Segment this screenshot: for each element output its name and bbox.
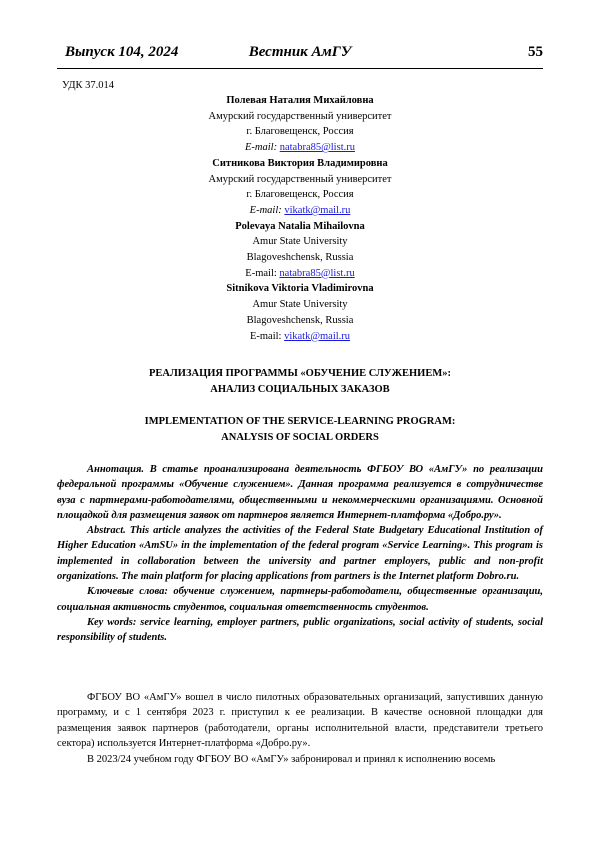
title-line: АНАЛИЗ СОЦИАЛЬНЫХ ЗАКАЗОВ	[210, 383, 390, 395]
journal-title: Вестник АмГУ	[248, 44, 352, 60]
article-title-ru	[57, 366, 543, 397]
author-city: г. Благовещенск, Россия	[246, 189, 354, 201]
author-name: Sitnikova Viktoria Vladimirovna	[226, 283, 374, 295]
abstract-ru: Аннотация. В статье проанализирована деятельность ФГБОУ ВО «АмГУ» по реализации федеральной программы «Обучение служением». Данная программа реализуется в сотрудничестве вуза с партнерами-работодателями, общественными и некоммерческими организациями. Основной площадкой для размещения заявок от партнеров является Интернет-платформа «Добро.ру».	[57, 464, 543, 521]
title-line: ANALYSIS OF SOCIAL ORDERS	[221, 431, 379, 443]
running-header	[57, 44, 543, 66]
email-label: E-mail	[249, 330, 279, 342]
author-city: Blagoveshchensk, Russia	[246, 314, 354, 326]
author-name: Polevaya Natalia Mihailovna	[235, 220, 365, 232]
keywords-ru: Ключевые слова: обучение служением, партнеры-работодатели, общественные организации, социальная активность студентов, социальная ответственность студентов.	[57, 586, 543, 613]
abstract-block	[57, 462, 543, 646]
body-paragraph: ФГБОУ ВО «АмГУ» вошел в число пилотных образовательных организаций, запустивших данную программу, и с 1 сентября 2023 г. приступил к ее реализации. В качестве основной площадки для размещения заявок партнеров (работодатели, органы исполнительной власти, представители третьего сектора) используется Интернет-платформа «Добро.ру».	[57, 692, 543, 750]
article-title-en	[57, 414, 543, 445]
email-link[interactable]: natabra85@list.ru	[279, 267, 355, 279]
title-line: РЕАЛИЗАЦИЯ ПРОГРАММЫ «ОБУЧЕНИЕ СЛУЖЕНИЕМ»:	[148, 368, 452, 379]
author-email-line: E-mail: vikatk@mail.ru	[249, 330, 351, 342]
author-affiliation: Амурский государственный университет	[208, 110, 392, 122]
email-label: E-mail	[245, 267, 274, 279]
udc-code: УДК 37.014	[62, 80, 115, 91]
author-name: Ситникова Виктория Владимировна	[212, 157, 388, 169]
author-name: Полевая Наталия Михайловна	[226, 95, 374, 106]
author-email-line: E-mail: vikatk@mail.ru	[249, 204, 351, 216]
author-affiliation: Amur State University	[252, 299, 348, 311]
title-line: IMPLEMENTATION OF THE SERVICE-LEARNING PROGRAM:	[144, 416, 456, 427]
author-city: г. Благовещенск, Россия	[246, 126, 354, 138]
keywords-en: Key words: service learning, employer partners, public organizations, social activity of students, social responsibility of students.	[57, 616, 543, 644]
abstract-en: Abstract. This article analyzes the activities of the Federal State Budgetary Educational Institution of Higher Education «AmSU» in the implementation of the federal program «Service Learning». This program is implemented in collaboration between the university and partner employers, public and non-profit organizations. The main platform for placing applications from partners is the Internet platform Dobro.ru.	[57, 525, 543, 583]
email-label: E-mail	[245, 142, 274, 154]
email-link[interactable]: vikatk@mail.ru	[284, 330, 351, 342]
header-rule	[57, 68, 543, 69]
email-link[interactable]: vikatk@mail.ru	[284, 204, 351, 216]
author-email-line: E-mail: natabra85@list.ru	[245, 142, 355, 154]
page-number: 55	[528, 44, 543, 60]
main-text	[57, 690, 543, 767]
body-paragraph: В 2023/24 учебном году ФГБОУ ВО «АмГУ» забронировал и принял к исполнению восемь	[87, 753, 496, 765]
author-block	[57, 93, 543, 344]
email-label: E-mail	[249, 204, 279, 216]
author-affiliation: Амурский государственный университет	[208, 173, 392, 185]
author-email-line: E-mail: natabra85@list.ru	[245, 267, 355, 279]
email-link[interactable]: natabra85@list.ru	[279, 142, 355, 154]
author-affiliation: Amur State University	[252, 236, 348, 248]
issue-label: Выпуск 104, 2024	[65, 44, 179, 60]
author-city: Blagoveshchensk, Russia	[246, 252, 354, 264]
